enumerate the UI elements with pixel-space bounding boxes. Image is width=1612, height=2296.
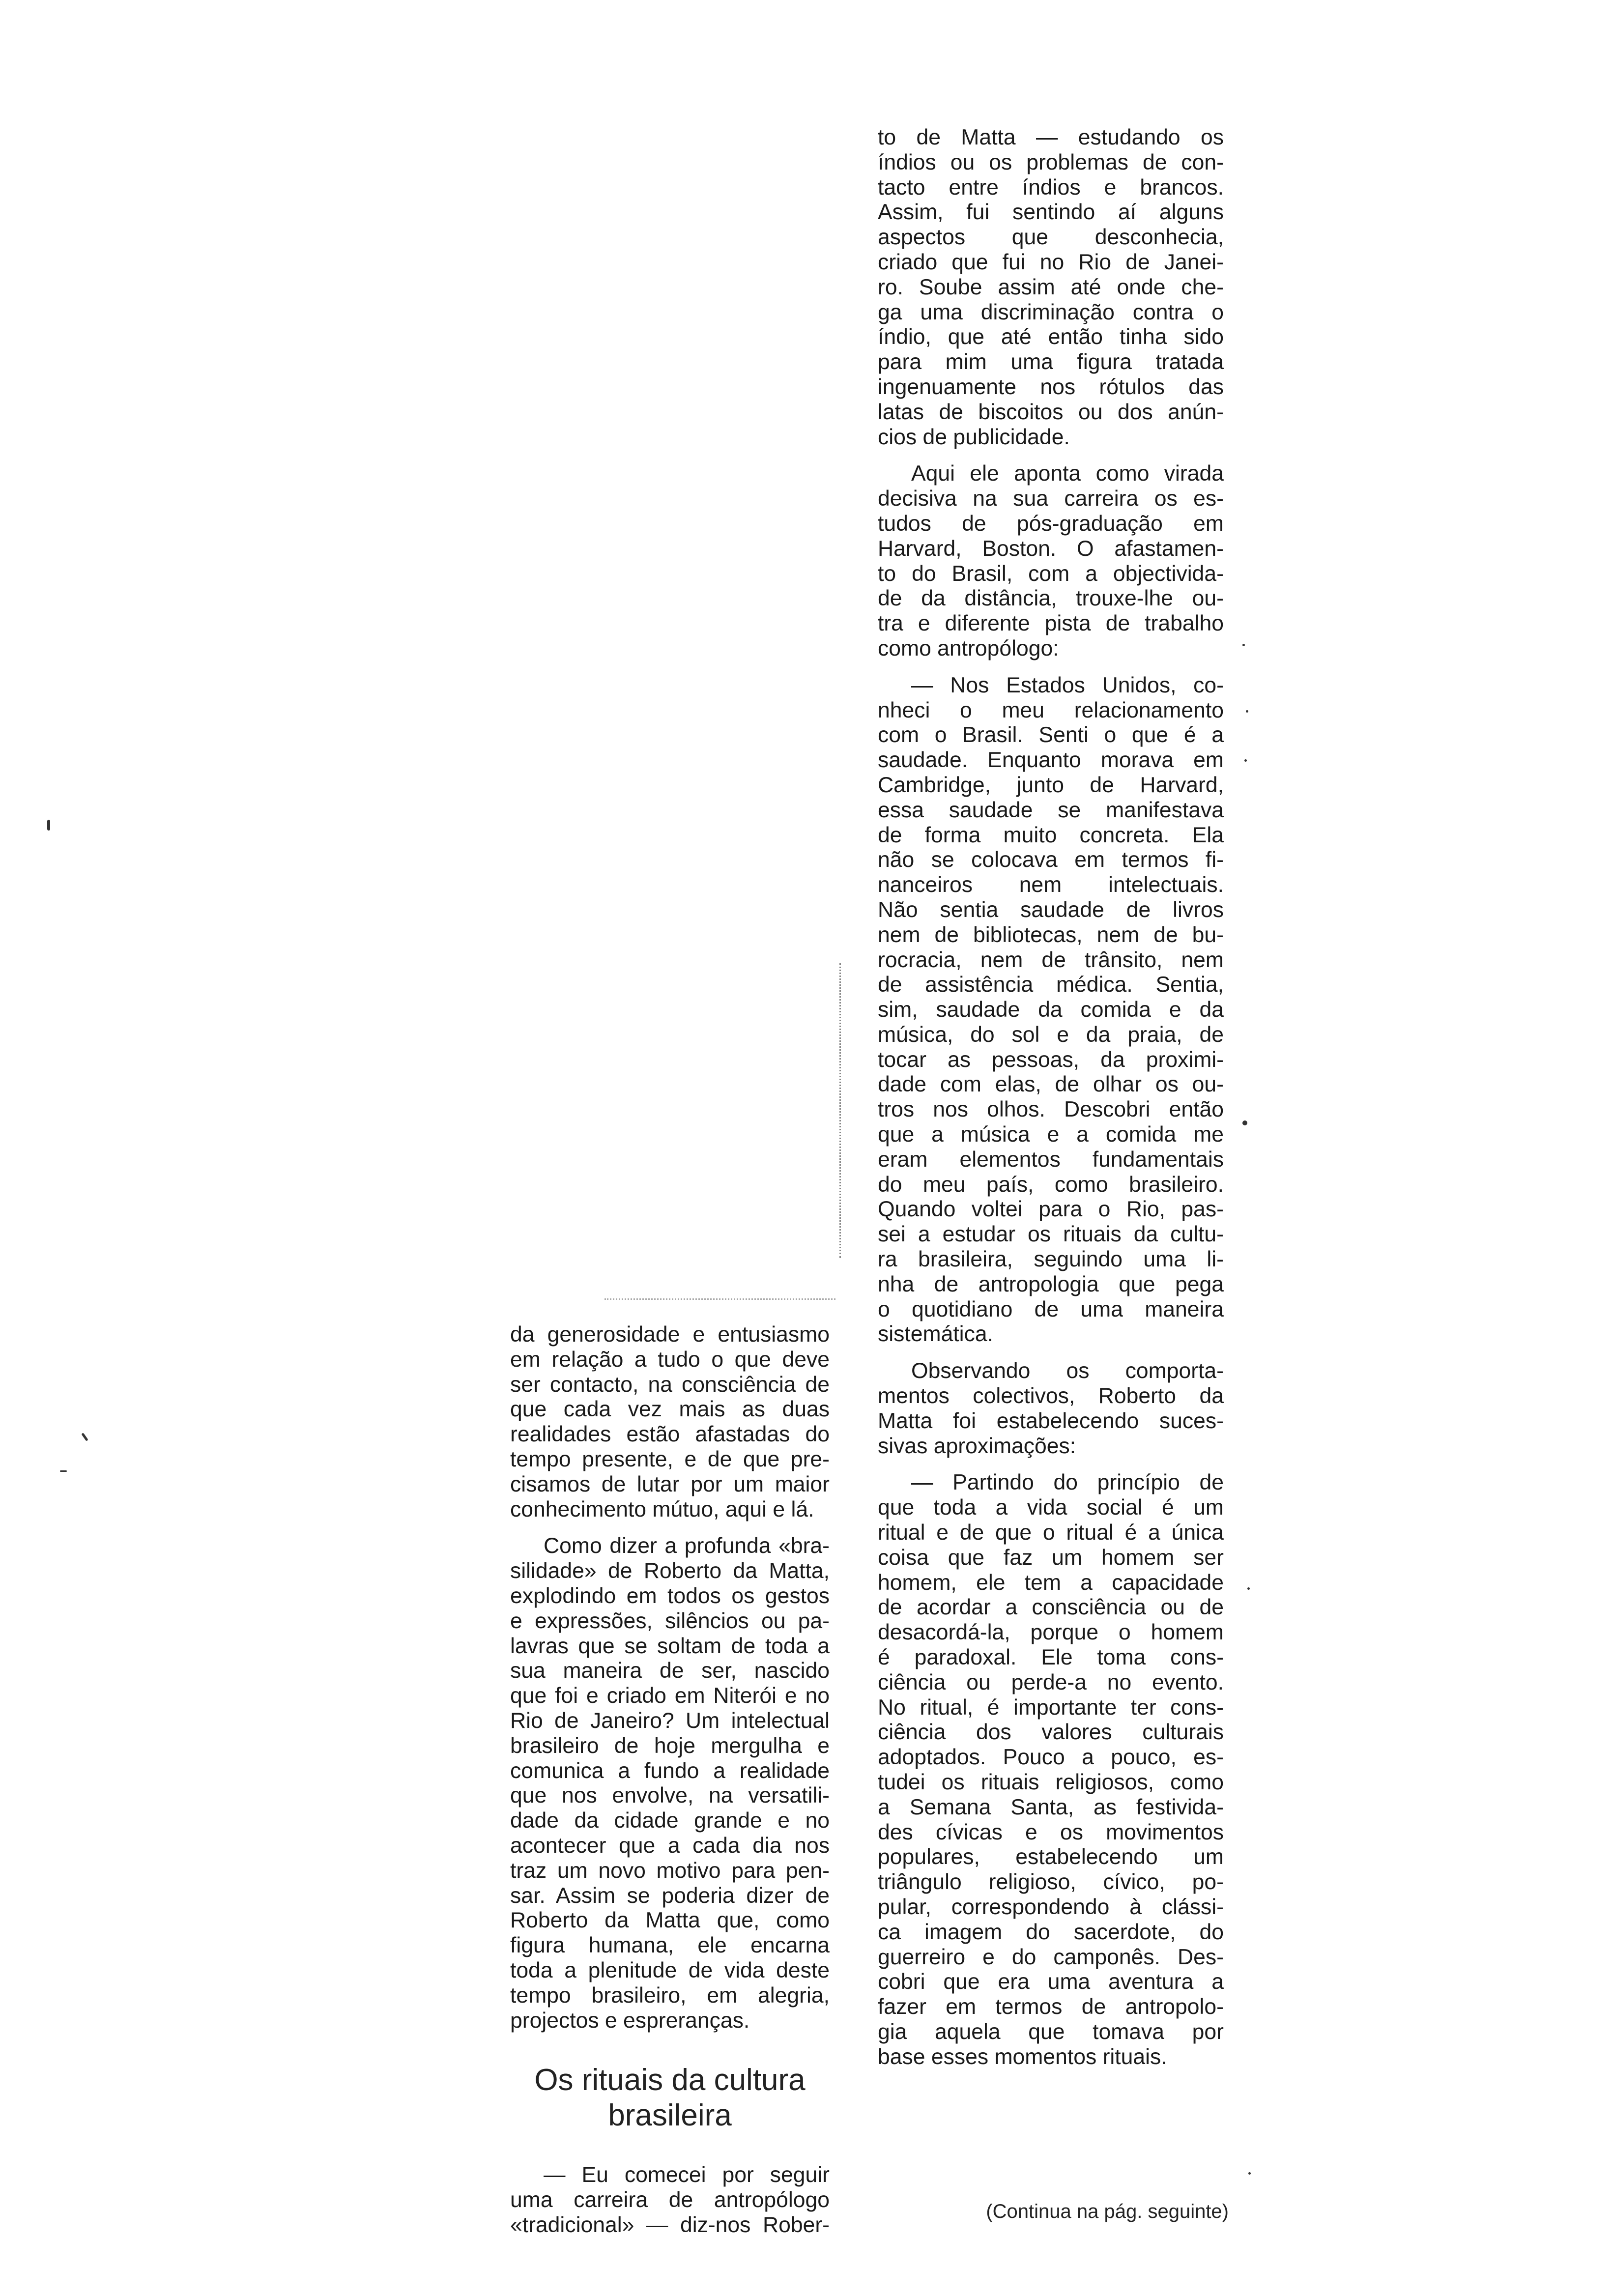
text-line: realidades estão afastadas do: [510, 1422, 830, 1447]
text-line: ca imagem do sacerdote, do: [878, 1920, 1224, 1944]
paragraph: [878, 125, 1224, 450]
text-line: projectos e espreranças.: [510, 2008, 750, 2033]
text-line: to de Matta — estudando os: [878, 125, 1224, 149]
text-line: populares, estabelecendo um: [878, 1845, 1224, 1869]
scan-speck: [1247, 1587, 1250, 1590]
text-line: Assim, fui sentindo aí alguns: [878, 200, 1224, 225]
text-line: tudei os rituais religiosos, como: [878, 1770, 1224, 1794]
text-line: o quotidiano de uma maneira: [878, 1297, 1224, 1321]
text-line: gia aquela que tomava por: [878, 2019, 1224, 2044]
text-line: Quando voltei para o Rio, pas-: [878, 1197, 1224, 1222]
section-heading: [510, 2063, 830, 2133]
text-line: ga uma discriminação contra o: [878, 300, 1224, 324]
text-line: ingenuamente nos rótulos das: [878, 374, 1224, 399]
text-line: brasileiro de hoje mergulha e: [510, 1733, 830, 1758]
text-line: «tradicional» — diz-nos Rober-: [510, 2212, 830, 2237]
text-line: traz um novo motivo para pen-: [510, 1858, 830, 1883]
text-line: conhecimento mútuo, aqui e lá.: [510, 1497, 814, 1521]
text-line: silidade» de Roberto da Matta,: [510, 1559, 830, 1583]
text-line: — Nos Estados Unidos, co-: [911, 673, 1224, 697]
text-line: com o Brasil. Senti o que é a: [878, 723, 1224, 747]
text-line: Roberto da Matta que, como: [510, 1908, 830, 1933]
text-line: to do Brasil, com a objectivida-: [878, 561, 1224, 586]
text-line: explodindo em todos os gestos: [510, 1583, 830, 1608]
text-line: saudade. Enquanto morava em: [878, 748, 1224, 773]
text-line: homem, ele tem a capacidade: [878, 1570, 1224, 1595]
scan-dotted-line: [604, 1298, 835, 1300]
scan-speck: [60, 1470, 67, 1472]
paragraph: [510, 2163, 830, 2238]
text-line: de forma muito concreta. Ela: [878, 823, 1224, 847]
text-line: base esses momentos rituais.: [878, 2044, 1167, 2069]
text-line: — Partindo do princípio de: [911, 1470, 1224, 1495]
text-line: nem de bibliotecas, nem de bu-: [878, 922, 1224, 947]
text-line: Rio de Janeiro? Um intelectual: [510, 1708, 830, 1733]
text-line: desacordá-la, porque o homem: [878, 1620, 1224, 1645]
text-line: ro. Soube assim até onde che-: [878, 275, 1224, 299]
section-heading-line: Os rituais da cultura: [534, 2063, 806, 2097]
text-line: sei a estudar os rituais da cultu-: [878, 1222, 1224, 1247]
text-line: des cívicas e os movimentos: [878, 1820, 1224, 1844]
scan-speck: [1248, 2172, 1251, 2175]
paragraph: [878, 673, 1224, 1348]
text-line: Cambridge, junto de Harvard,: [878, 773, 1224, 797]
text-line: do meu país, como brasileiro.: [878, 1172, 1224, 1197]
text-line: a Semana Santa, as festivida-: [878, 1795, 1224, 1819]
text-line: que a música e a comida me: [878, 1122, 1224, 1147]
text-line: não se colocava em termos fi-: [878, 848, 1224, 872]
text-line: criado que fui no Rio de Janei-: [878, 250, 1224, 274]
text-line: música, do sol e da praia, de: [878, 1022, 1224, 1047]
text-line: uma carreira de antropólogo: [510, 2188, 830, 2212]
text-line: ritual e de que o ritual é a única: [878, 1521, 1224, 1545]
text-line: — Eu comecei por seguir: [544, 2163, 830, 2187]
text-line: acontecer que a cada dia nos: [510, 1833, 830, 1858]
text-line: figura humana, ele encarna: [510, 1933, 830, 1958]
text-line: pular, correspondendo à clássi-: [878, 1894, 1224, 1919]
scan-speck: [47, 820, 50, 831]
text-line: rocracia, nem de trânsito, nem: [878, 947, 1224, 972]
text-line: e expressões, silêncios ou pa-: [510, 1608, 830, 1633]
text-line: tempo brasileiro, em alegria,: [510, 1983, 830, 2008]
article-right-column: [878, 125, 1224, 2070]
text-line: cios de publicidade.: [878, 425, 1070, 449]
text-line: lavras que se soltam de toda a: [510, 1634, 830, 1658]
text-line: triângulo religioso, cívico, po-: [878, 1870, 1224, 1894]
text-line: decisiva na sua carreira os es-: [878, 487, 1224, 511]
text-line: No ritual, é importante ter cons-: [878, 1695, 1224, 1720]
text-line: em relação a tudo o que deve: [510, 1347, 830, 1372]
text-line: ra brasileira, seguindo uma li-: [878, 1247, 1224, 1272]
text-line: que cada vez mais as duas: [510, 1397, 830, 1422]
text-line: aspectos que desconhecia,: [878, 225, 1224, 250]
text-line: nheci o meu relacionamento: [878, 698, 1224, 722]
paragraph: [510, 1534, 830, 2033]
text-line: latas de biscoitos ou dos anún-: [878, 400, 1224, 424]
text-line: essa saudade se manifestava: [878, 798, 1224, 822]
text-line: que foi e criado em Niterói e no: [510, 1684, 830, 1708]
text-line: Aqui ele aponta como virada: [911, 461, 1224, 486]
text-line: adoptados. Pouco a pouco, es-: [878, 1745, 1224, 1770]
text-line: sivas aproximações:: [878, 1434, 1076, 1458]
text-line: tempo presente, e de que pre-: [510, 1447, 830, 1471]
text-line: cisamos de lutar por um maior: [510, 1472, 830, 1496]
scan-speck: [1244, 759, 1247, 762]
text-line: índio, que até então tinha sido: [878, 325, 1224, 349]
text-line: tacto entre índios e brancos.: [878, 175, 1224, 200]
text-line: mentos colectivos, Roberto da: [878, 1384, 1224, 1408]
scan-speck: [1242, 1120, 1247, 1125]
text-line: comunica a fundo a realidade: [510, 1758, 830, 1783]
text-line: sar. Assim se poderia dizer de: [510, 1883, 830, 1908]
text-line: ser contacto, na consciência de: [510, 1372, 830, 1397]
text-line: eram elementos fundamentais: [878, 1147, 1224, 1172]
text-line: fazer em termos de antropolo-: [878, 1995, 1224, 2019]
text-line: que toda a vida social é um: [878, 1495, 1224, 1520]
scan-speck: [1246, 710, 1248, 713]
section-heading-line: brasileira: [608, 2098, 732, 2133]
text-line: ciência dos valores culturais: [878, 1720, 1224, 1745]
text-line: da generosidade e entusiasmo: [510, 1322, 830, 1347]
text-line: dade da cidade grande e no: [510, 1808, 830, 1833]
text-line: Não sentia saudade de livros: [878, 897, 1224, 922]
text-line: cobri que era uma aventura a: [878, 1970, 1224, 1994]
text-line: coisa que faz um homem ser: [878, 1545, 1224, 1570]
text-line: Como dizer a profunda «bra-: [544, 1534, 830, 1558]
scan-speck: [1242, 644, 1245, 646]
scan-dotted-line: [839, 963, 841, 1258]
text-line: sistemática.: [878, 1322, 993, 1347]
text-line: tocar as pessoas, da proximi-: [878, 1047, 1224, 1072]
text-line: que nos envolve, na versatili-: [510, 1783, 830, 1808]
text-line: guerreiro e do camponês. Des-: [878, 1945, 1224, 1969]
text-line: ciência ou perde-a no evento.: [878, 1670, 1224, 1694]
scan-speck: [81, 1433, 88, 1441]
text-line: toda a plenitude de vida deste: [510, 1958, 830, 1982]
paragraph: [878, 461, 1224, 661]
text-line: tros nos olhos. Descobri então: [878, 1097, 1224, 1122]
text-line: tra e diferente pista de trabalho: [878, 611, 1224, 636]
text-line: sim, saudade da comida e da: [878, 998, 1224, 1022]
continuation-note: (Continua na pág. seguinte): [986, 2201, 1229, 2222]
text-line: Harvard, Boston. O afastamen-: [878, 536, 1224, 561]
text-line: como antropólogo:: [878, 636, 1059, 660]
article-left-column: [510, 1322, 830, 2238]
text-line: Matta foi estabelecendo suces-: [878, 1408, 1224, 1433]
paragraph: [878, 1359, 1224, 1459]
text-line: tudos de pós-graduação em: [878, 511, 1224, 536]
text-line: de assistência médica. Sentia,: [878, 973, 1224, 997]
text-line: de da distância, trouxe-lhe ou-: [878, 586, 1224, 611]
text-line: dade com elas, de olhar os ou-: [878, 1072, 1224, 1097]
paragraph: [878, 1470, 1224, 2069]
text-line: é paradoxal. Ele toma cons-: [878, 1645, 1224, 1670]
text-line: nha de antropologia que pega: [878, 1272, 1224, 1296]
text-line: nanceiros nem intelectuais.: [878, 873, 1224, 897]
text-line: Observando os comporta-: [911, 1359, 1224, 1383]
text-line: sua maneira de ser, nascido: [510, 1659, 830, 1683]
text-line: de acordar a consciência ou de: [878, 1595, 1224, 1620]
text-line: para mim uma figura tratada: [878, 350, 1224, 374]
paragraph: [510, 1322, 830, 1522]
text-line: índios ou os problemas de con-: [878, 150, 1224, 174]
